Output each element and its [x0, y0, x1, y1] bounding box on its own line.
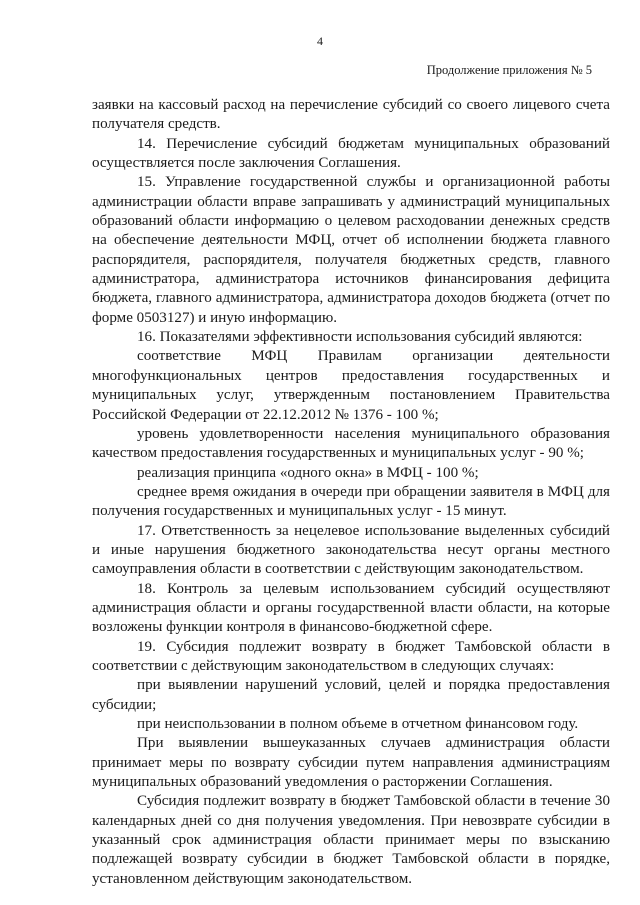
return-case-violations: при выявлении нарушений условий, целей и порядка предоставления субсидии;	[92, 677, 610, 713]
appendix-continuation-note: Продолжение приложения № 5	[426, 63, 592, 77]
paragraph-continuation: заявки на кассовый расход на перечисление субсидий со своего лицевого счета получателя средств.	[92, 97, 610, 133]
paragraph-19: 19. Субсидия подлежит возврату в бюджет Тамбовской области в соответствии с действующим законодательством в следующих случаях:	[92, 638, 610, 674]
paragraph-17: 17. Ответственность за нецелевое использование выделенных субсидий и иные нарушения бюджетного законодательства несут органы местного самоуправления области в соответствии с действующим законодательством.	[92, 522, 610, 578]
paragraph-15: 15. Управление государственной службы и организационной работы администрации области вправе запрашивать у администраций муниципальных образований области информацию о целевом расходовании денежных средств на обеспечение деятельности МФЦ, отчет об исполнении бюджета главного распорядителя, распорядителя, получателя бюджетных средств, главного администратора, администратора источников финансирования дефицита бюджета, главного администратора, администратора доходов бюджета (отчет по форме 0503127) и иную информацию.	[92, 174, 610, 326]
indicator-satisfaction: уровень удовлетворенности населения муниципального образования качеством предоставления государственных и муниципальных услуг - 90 %;	[92, 425, 610, 462]
paragraph-return-deadline: Субсидия подлежит возврату в бюджет Тамбовской области в течение 30 календарных дней со дня получения уведомления. При невозврате субсидии в указанный срок администрация области принимает меры по взысканию подлежащей возврату субсидии в бюджет Тамбовской области в порядке, установленном действующим законодательством.	[92, 793, 610, 887]
paragraph-14: 14. Перечисление субсидий бюджетам муниципальных образований осуществляется после заключения Соглашения.	[92, 135, 610, 172]
paragraph-return-measures: При выявлении вышеуказанных случаев администрация области принимает меры по возврату субсидии путем направления администрациям муниципальных образований уведомления о расторжении Соглашения.	[92, 735, 610, 791]
paragraph-16: 16. Показателями эффективности использования субсидий являются:	[137, 329, 583, 346]
document-body	[92, 96, 610, 889]
indicator-one-window: реализация принципа «одного окна» в МФЦ - 100 %;	[137, 464, 479, 481]
indicator-mfc-compliance: соответствие МФЦ Правилам организации деятельности многофункциональных центров предоставления государственных и муниципальных услуг, утвержденным постановлением Правительства Российской Федерации от 22.12.2012 № 1376 - 100 %;	[92, 348, 610, 423]
return-case-unused: при неиспользовании в полном объеме в отчетном финансовом году.	[137, 716, 579, 732]
indicator-waiting-time: среднее время ожидания в очереди при обращении заявителя в МФЦ для получения государственных и муниципальных услуг - 15 минут.	[92, 483, 610, 520]
paragraph-18: 18. Контроль за целевым использованием субсидий осуществляют администрация области и органы государственной власти области, на которые возложены функции контроля в финансово-бюджетной сфере.	[92, 580, 610, 636]
page-number: 4	[317, 34, 323, 48]
